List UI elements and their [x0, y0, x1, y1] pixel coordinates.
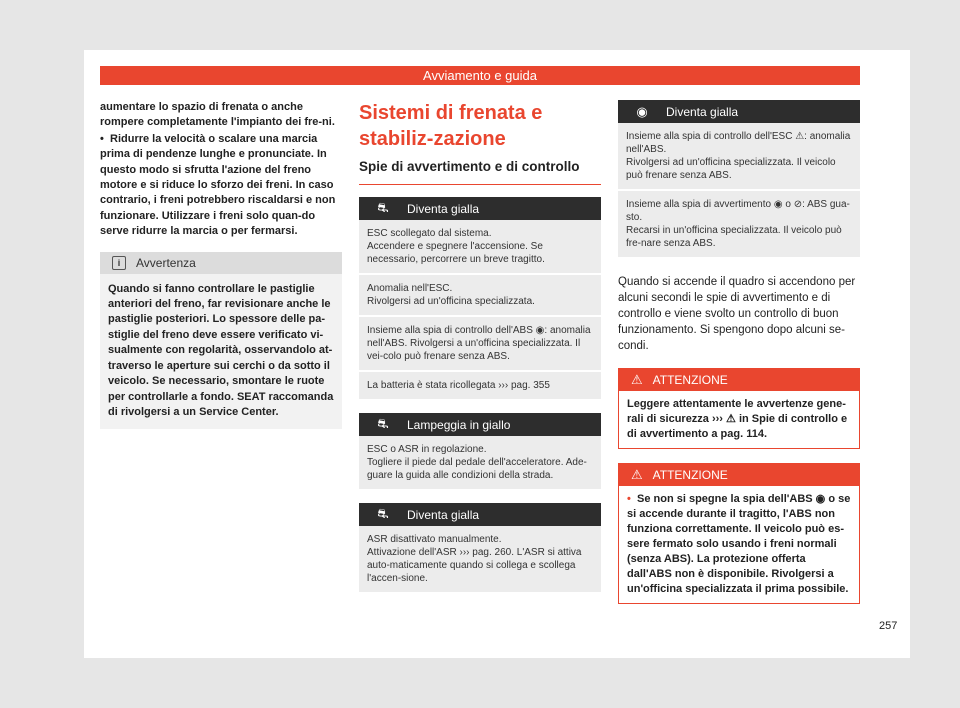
indicator-row: ESC scollegato dal sistema. Accendere e spegnere l'accensione. Se necessario, percorrere un breve tragitto. [359, 220, 601, 275]
esc-icon: ⛐ [377, 415, 389, 431]
esc-icon: ⛐ [377, 199, 389, 215]
esc-off-icon: ⛐ [377, 505, 389, 521]
indicator-header [359, 413, 601, 436]
body-text [100, 100, 342, 240]
page-number: 257 [879, 620, 898, 632]
warning-bullet [619, 486, 859, 603]
warning-title: ATTENZIONE [652, 373, 728, 387]
section-subtitle: Spie di avvertimento e di controllo [359, 158, 601, 185]
chapter-header: Avviamento e guida [100, 66, 860, 85]
section-title: Sistemi di frenata e stabiliz-zazione [359, 102, 543, 150]
continuation-text: aumentare lo spazio di frenata o anche rompere completamente l'impianto dei fre-ni. [100, 101, 335, 129]
warning-header [619, 369, 859, 391]
bullet-icon: • [627, 493, 631, 505]
indicator-label: Lampeggia in giallo [407, 417, 511, 432]
note-box [100, 252, 342, 430]
indicator-header [359, 197, 601, 220]
indicator-row: ESC o ASR in regolazione. Togliere il piede dal pedale dell'acceleratore. Ade-guare la guida alle condizioni della strada. [359, 436, 601, 491]
indicator-section [359, 413, 601, 491]
indicator-header [618, 100, 860, 123]
indicator-label: Diventa gialla [666, 104, 739, 119]
indicator-row: ASR disattivato manualmente. Attivazione dell'ASR ››› pag. 260. L'ASR si attiva auto-maticamente quando si collega e scollega l'accen-sione. [359, 526, 601, 594]
indicator-section [359, 503, 601, 594]
body-paragraph: Quando si accende il quadro si accendono per alcuni secondi le spie di avvertimento e di controllo e viene svolto un controllo di buon funzionamento. Si spengono dopo alcuni se-condi. [618, 276, 856, 352]
indicator-label: Diventa gialla [407, 201, 480, 216]
column-right [618, 100, 860, 604]
abs-icon: ◉ [636, 103, 648, 119]
note-text: Quando si fanno controllare le pastiglie anteriori del freno, far revisionare anche le pastiglie posteriori. Lo spessore delle pa-stiglie del freno deve essere verificato vi-sualmente con regolarità, osservandolo at-traverso le aperture sui cerchi o da sotto il veicolo. Se necessario, smontare le ruote per controllarle a fondo. SEAT raccomanda di rivolgersi a un Service Center. [108, 282, 334, 418]
indicator-section [618, 100, 860, 259]
warning-box [618, 368, 860, 449]
info-icon: i [112, 256, 126, 270]
column-left [100, 100, 342, 429]
bullet-text: Ridurre la velocità o scalare una marcia prima di pendenze lunghe e pronunciate. In questo modo si sfrutta l'azione del freno motore e si riduce lo sforzo dei freni. In caso contrario, i freni potrebbero riscaldarsi e non funzionare. Utilizzare i freni solo quan-do serve ridurre la marcia o per fermarsi. [100, 132, 336, 238]
indicator-row: Insieme alla spia di avvertimento ◉ o ⊘: ABS gua-sto. Recarsi in un'officina specializzata. Il veicolo può fre-nare senza ABS. [618, 191, 860, 259]
note-header [100, 252, 342, 274]
bullet-item [100, 132, 342, 240]
indicator-label: Diventa gialla [407, 507, 480, 522]
note-title: Avvertenza [136, 255, 196, 270]
column-middle [359, 100, 601, 594]
warning-triangle-icon: ⚠ [631, 467, 643, 482]
warning-title: ATTENZIONE [652, 468, 728, 482]
warning-header [619, 464, 859, 486]
indicator-section [359, 197, 601, 401]
warning-text: Leggere attentamente le avvertenze gene-rali di sicurezza ››› ⚠ in Spie di controllo e di avvertimento a pag. 114. [627, 398, 848, 440]
indicator-row: Insieme alla spia di controllo dell'ESC ⚠: anomalia nell'ABS. Rivolgersi ad un'officina specializzata. Il veicolo può frenare senza ABS. [618, 123, 860, 191]
indicator-row: Anomalia nell'ESC. Rivolgersi ad un'officina specializzata. [359, 275, 601, 317]
bullet-icon: • [100, 132, 104, 145]
warning-box [618, 463, 860, 604]
indicator-row: Insieme alla spia di controllo dell'ABS ◉: anomalia nell'ABS. Rivolgersi a un'officina specializzata. Il vei-colo può frenare senza ABS. [359, 317, 601, 372]
warning-triangle-icon: ⚠ [631, 372, 643, 387]
indicator-header [359, 503, 601, 526]
indicator-row: La batteria è stata ricollegata ››› pag. 355 [359, 372, 601, 401]
warning-text: Se non si spegne la spia dell'ABS ◉ o se si accende durante il tragitto, l'ABS non funziona correttamente. Il veicolo può es-sere fermato solo usando i freni normali (senza ABS). La protezione offerta dall'ABS non è disponibile. Rivolgersi a un'officina specializzata il prima possibile. [627, 493, 851, 595]
